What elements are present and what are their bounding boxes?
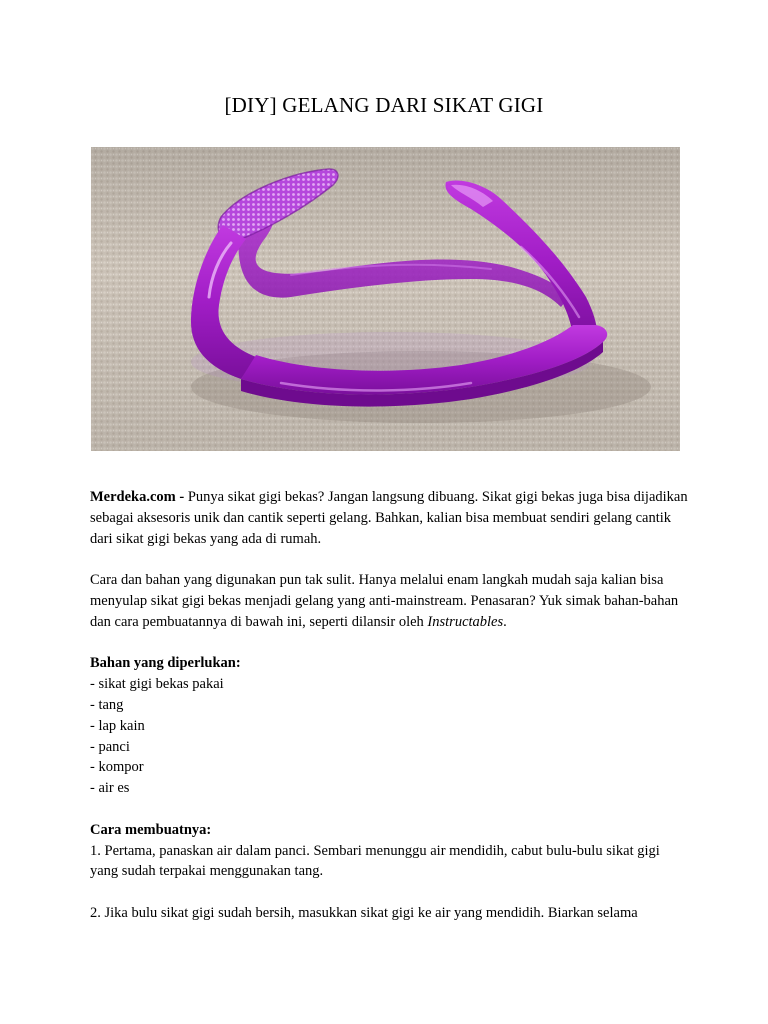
step-item: 1. Pertama, panaskan air dalam panci. Sembari menunggu air mendidih, cabut bulu-bulu sikat gigi yang sudah terpakai menggunakan tang. <box>90 842 660 880</box>
source-label: Merdeka.com - <box>90 489 185 505</box>
page-title: [DIY] GELANG DARI SIKAT GIGI <box>224 93 544 117</box>
description-end: . <box>503 613 507 630</box>
intro-text: Punya sikat gigi bekas? Jangan langsung dibuang. Sikat gigi bekas juga bisa dijadikan sebagai aksesoris unik dan cantik seperti gelang. Bahkan, kalian bisa membuat sendiri gelang cantik dari sikat gigi bekas yang ada di rumah. <box>90 489 688 547</box>
description-text: Cara dan bahan yang digunakan pun tak sulit. Hanya melalui enam langkah mudah saja kalian bisa menyulap sikat gigi bekas menjadi gelang yang anti-mainstream. Penasaran? Yuk simak bahan-bahan dan cara pembuatannya di bawah ini, seperti dilansir oleh <box>90 572 679 630</box>
list-item: - panci <box>90 738 130 755</box>
bracelet-photo <box>91 147 680 451</box>
list-item: - air es <box>90 780 130 797</box>
list-item: - kompor <box>90 759 144 776</box>
step-item: 2. Jika bulu sikat gigi sudah bersih, masukkan sikat gigi ke air yang mendidih. Biarkan selama <box>90 904 638 921</box>
list-item: - lap kain <box>90 717 145 734</box>
article-body <box>90 487 690 924</box>
description-paragraph <box>90 570 690 632</box>
intro-paragraph <box>90 487 690 549</box>
materials-list <box>90 674 690 799</box>
steps-heading: Cara membuatnya: <box>90 821 212 838</box>
source-credit: Instructables <box>427 613 504 630</box>
list-item: - tang <box>90 696 124 713</box>
list-item: - sikat gigi bekas pakai <box>90 676 224 693</box>
materials-heading: Bahan yang diperlukan: <box>90 655 241 672</box>
bracelet-photo-svg <box>91 147 680 451</box>
